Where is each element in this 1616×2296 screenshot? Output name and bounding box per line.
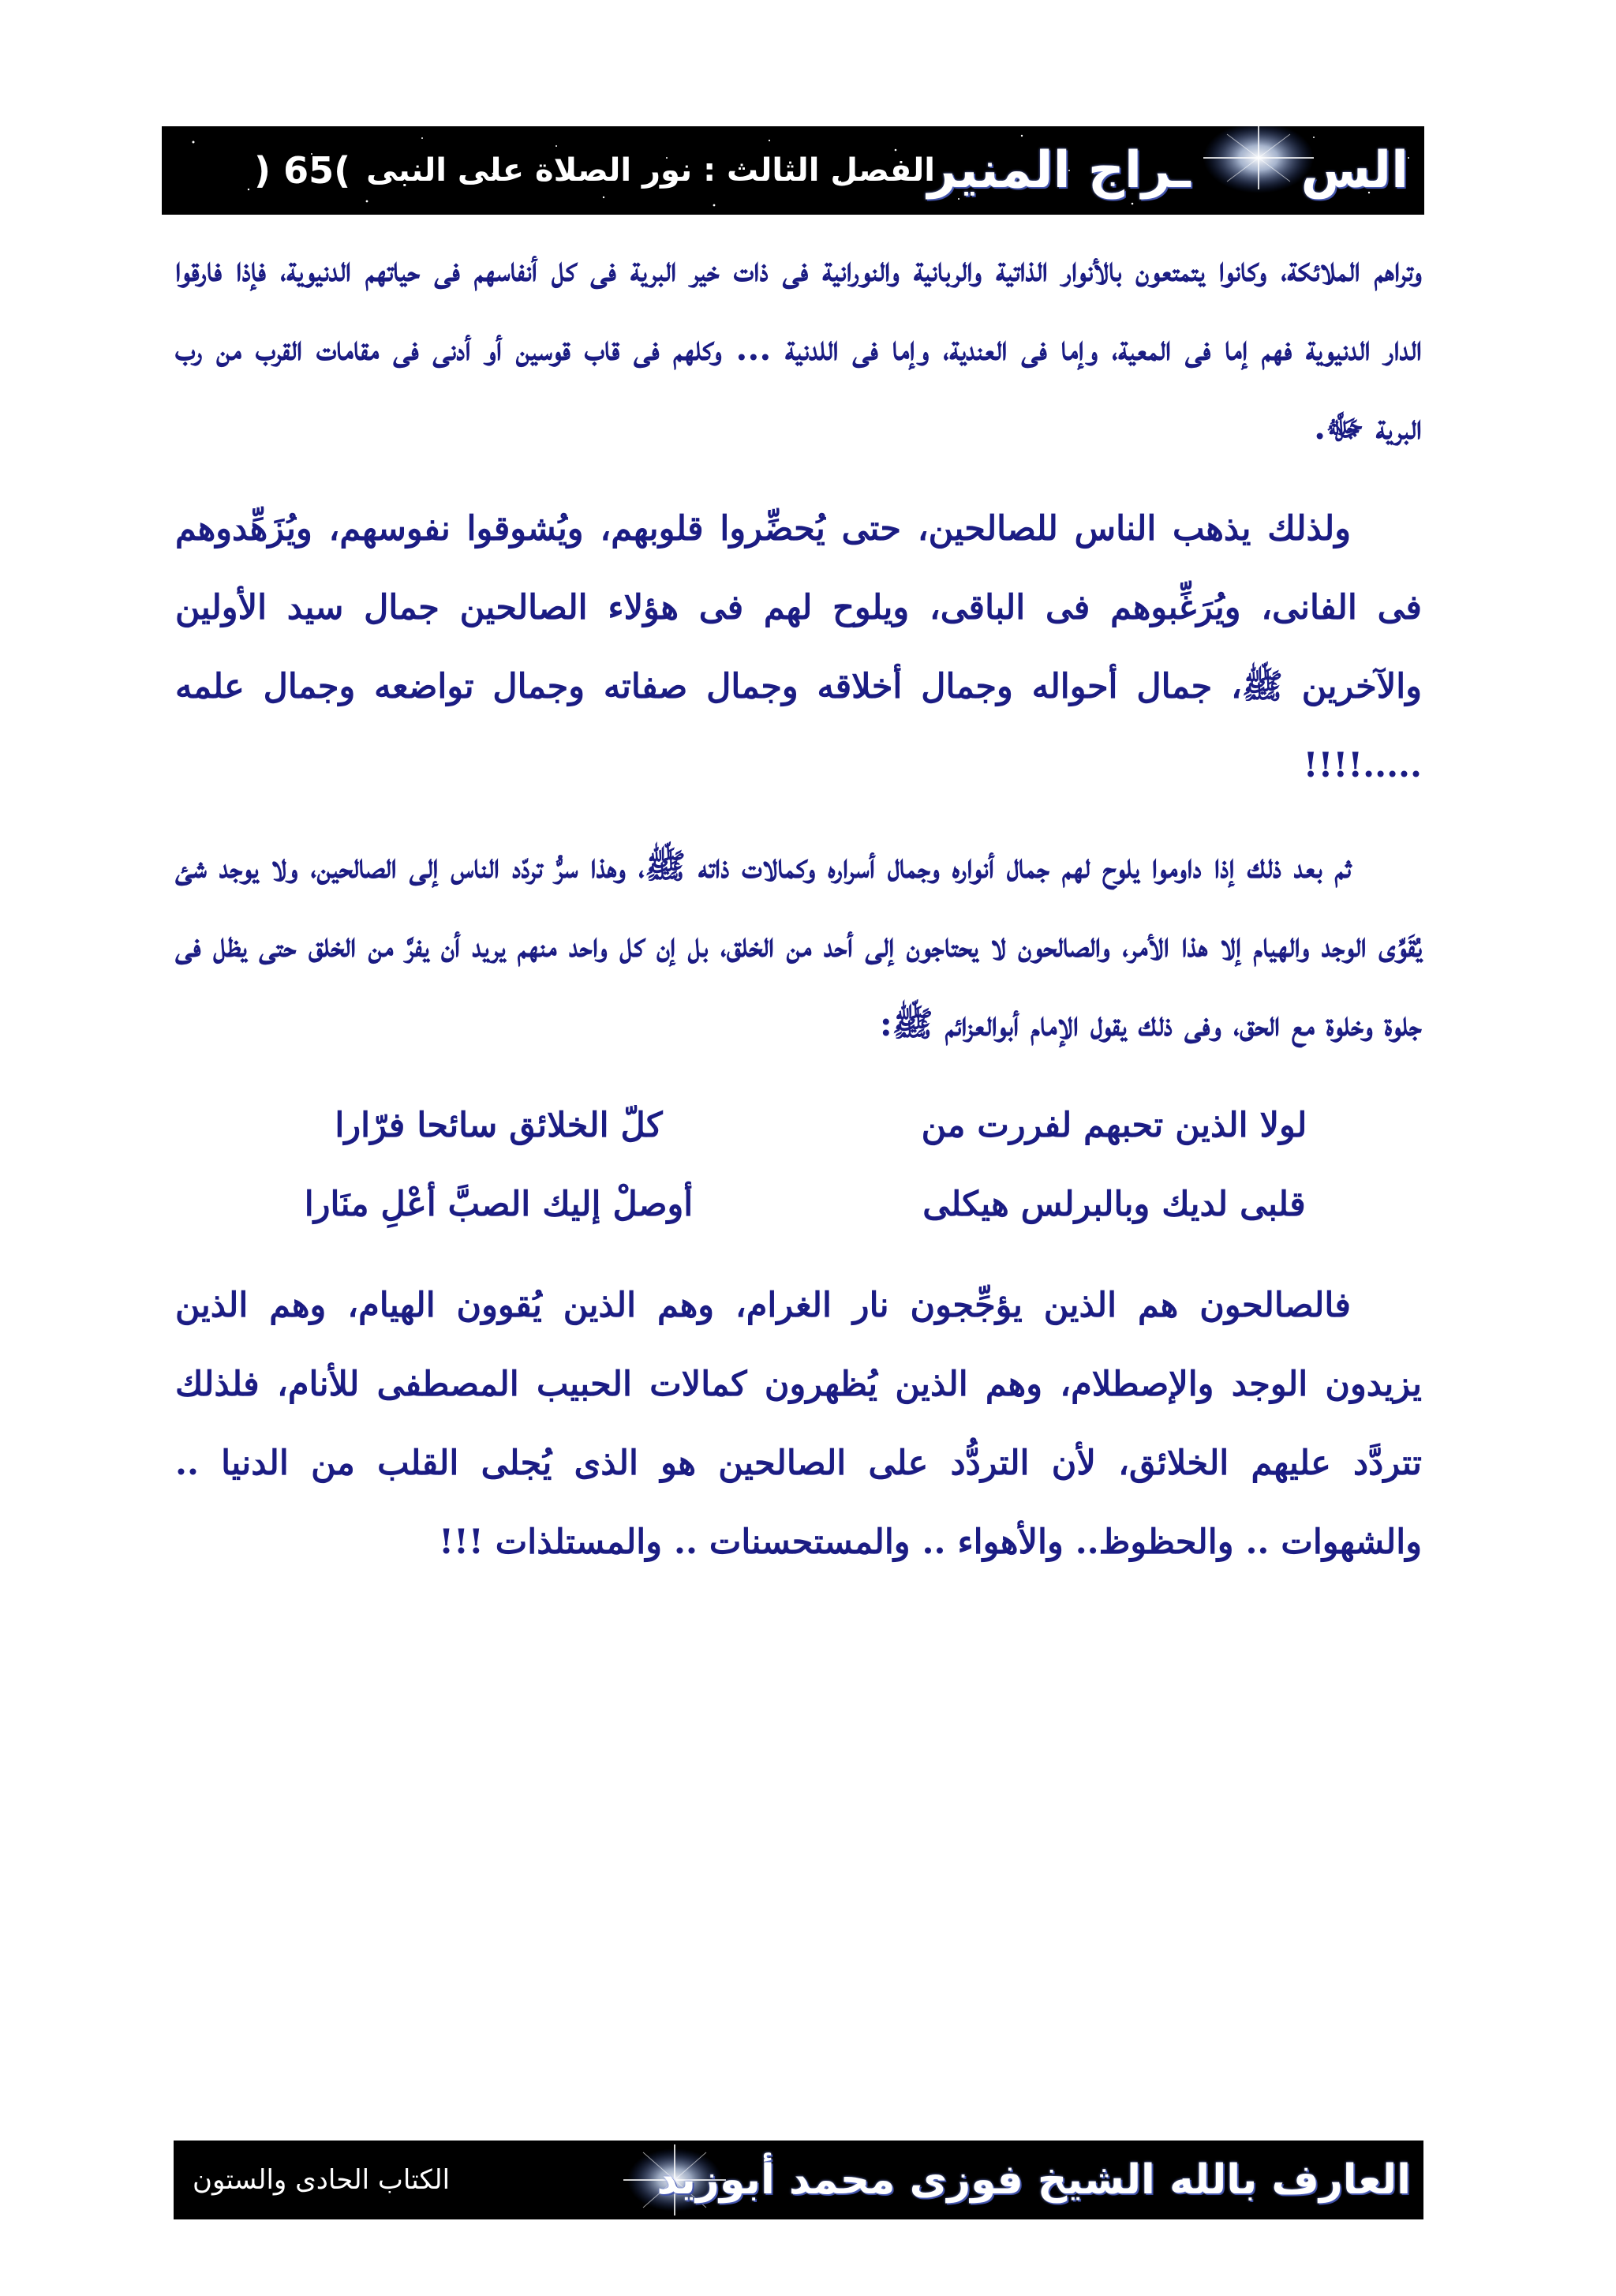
running-footer bbox=[174, 2141, 1423, 2219]
book-title-part1: الس bbox=[1300, 141, 1408, 200]
chapter-title: الفصل الثالث : نور الصلاة على النبى bbox=[366, 152, 935, 189]
title-flare-gap bbox=[1191, 126, 1301, 215]
paragraph-2: ولذلك يذهب الناس للصالحين، حتى يُحضِّروا قلوبهم، ويُشوقوا نفوسهم، ويُزَهِّدوهم فى الفانى، ويُرَغِّبوهم فى الباقى، ويلوح لهم فى هؤلاء الصالحين جمال سيد الأولين والآخرين ﷺ، جمال أحواله وجمال أخلاقه وجمال صفاته وجمال تواضعه وجمال علمه .....!!!! bbox=[175, 509, 1422, 785]
poem-verse-1 bbox=[175, 1086, 1422, 1165]
running-header bbox=[162, 126, 1424, 215]
author-name: العارف بالله الشيخ فوزى محمد أبوزيد bbox=[656, 2156, 1411, 2204]
chapter-heading bbox=[185, 126, 935, 215]
poem-verse-2 bbox=[175, 1165, 1422, 1244]
book-title bbox=[928, 126, 1408, 215]
book-number: الكتاب الحادى والستون bbox=[193, 2164, 451, 2196]
verse-1-first-hemistich: لولا الذين تحبهم لفررت من bbox=[921, 1106, 1307, 1145]
book-title-part2: ـراج المنير bbox=[927, 141, 1191, 200]
poem-verses bbox=[175, 1086, 1422, 1244]
verse-2-second-hemistich: أوصلْ إليك الصبَّ أعْلِ منَارا bbox=[304, 1185, 694, 1224]
verse-2-first-hemistich: قلبى لديك وبالبرلس هيكلى bbox=[922, 1185, 1306, 1224]
body-text bbox=[175, 230, 1422, 1582]
paragraph-3: ثم بعد ذلك إذا داوموا يلوح لهم جمال أنواره وجمال أسراره وكمالات ذاته ﷺ، وهذا سرُّ تردّد الناس إلى الصالحين، ولا يوجد شئ يُقَوِّى الوجد والهيام إلا هذا الأمر، والصالحون لا يحتاجون إلى أحد من الخلق، بل إن كل واحد منهم يريد أن يفرَّ من الخلق حتى يظل فى جلوة وخلوة مع الحق، وفى ذلك يقول الإمام أبوالعزائم ﷺ: bbox=[175, 847, 1422, 1044]
page-number: )65 ( bbox=[254, 149, 351, 192]
paragraph-1: وتراهم الملائكة، وكانوا يتمتعون بالأنوار الذاتية والربانية والنورانية فى ذات خير البرية فى كل أنفاسهم فى حياتهم الدنيوية، فإذا فارقوا الدار الدنيوية فهم إما فى المعية، وإما فى العندية، وإما فى اللدنية ... وكلهم فى قاب قوسين أو أدنى فى مقامات القرب من رب البرية ﷻ. bbox=[175, 250, 1422, 448]
verse-1-second-hemistich: كلّ الخلائق سائحا فرّارا bbox=[335, 1106, 663, 1145]
paragraph-4: فالصالحون هم الذين يؤجِّجون نار الغرام، وهم الذين يُقوون الهيام، وهم الذين يزيدون الوجد والإصطلام، وهم الذين يُظهرون كمالات الحبيب المصطفى للأنام، فلذلك تتردَّد عليهم الخلائق، لأن التردُّد على الصالحين هو الذى يُجلى القلب من الدنيا .. والشهوات .. والحظوظ.. والأهواء .. والمستحسنات .. والمستلذات !!! bbox=[175, 1286, 1422, 1562]
